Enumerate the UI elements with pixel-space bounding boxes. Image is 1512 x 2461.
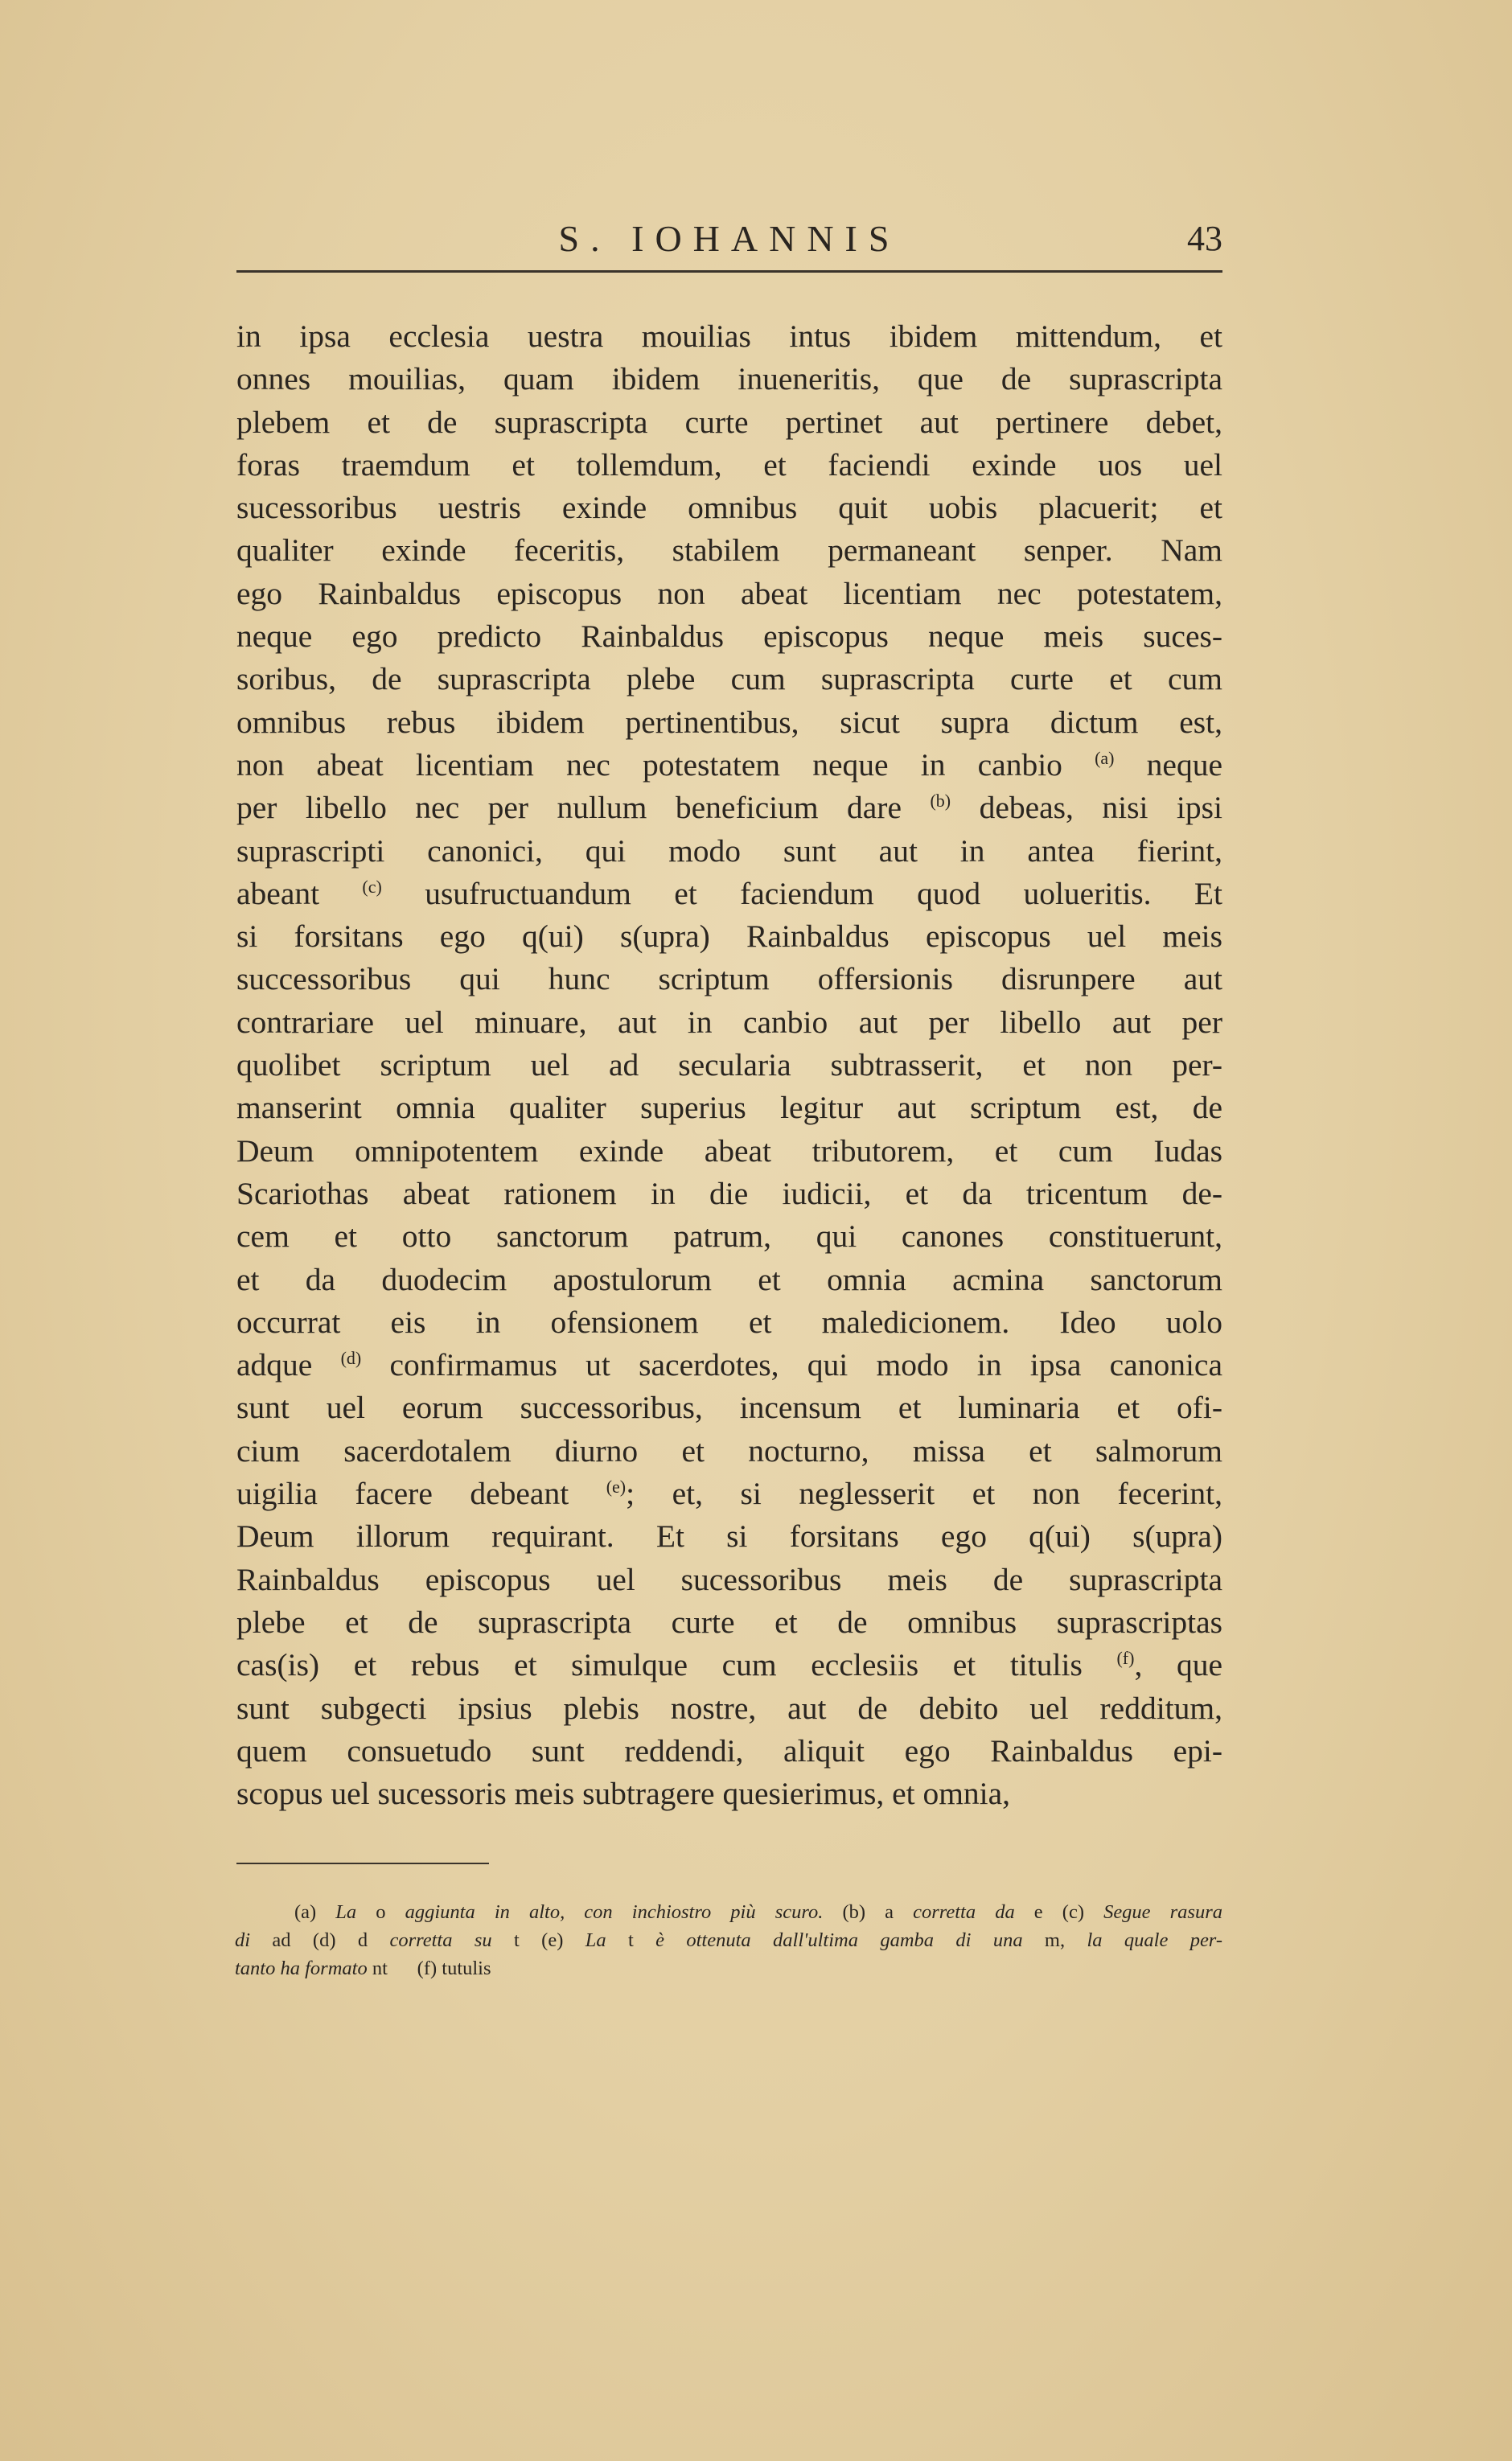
text-line: in ipsa ecclesia uestra mouilias intus ibidem mittendum, et: [236, 318, 1222, 354]
text-line: qualiter exinde feceritis, stabilem permaneant senper. Nam: [236, 532, 1222, 569]
text-segment: per libello nec per nullum beneficium dare: [236, 790, 931, 826]
text-line: quolibet scriptum uel ad secularia subtrasserit, et non per-: [236, 1047, 1222, 1083]
footnote-text: corretta su: [389, 1929, 492, 1951]
text-line: [236, 744, 1222, 787]
text-line: occurrat eis in ofensionem et maledicionem. Ideo uolo: [236, 1304, 1222, 1340]
text-segment: neque: [1114, 746, 1222, 783]
text-line: cium sacerdotalem diurno et nocturno, missa et salmorum: [236, 1432, 1222, 1469]
text-line: ego Rainbaldus episcopus non abeat licentiam nec potestatem,: [236, 575, 1222, 611]
footnote-label: (d) d: [312, 1929, 390, 1951]
footnote-label: (e): [541, 1929, 585, 1951]
text-line: Scariothas abeat rationem in die iudicii, et da tricentum de-: [236, 1175, 1222, 1211]
footnote-text: La: [585, 1929, 606, 1951]
text-line: successoribus qui hunc scriptum offersionis disrunpere aut: [236, 961, 1222, 997]
footnote-text: Segue rasura: [1103, 1901, 1223, 1923]
text-line: et da duodecim apostulorum et omnia acmina sanctorum: [236, 1261, 1222, 1297]
page-header: [236, 219, 1222, 259]
text-line: foras traemdum et tollemdum, et faciendi exinde uos uel: [236, 446, 1222, 483]
text-line: quem consuetudo sunt reddendi, aliquit ego Rainbaldus epi-: [236, 1732, 1222, 1769]
footnote-text: di: [235, 1929, 251, 1951]
text-line: soribus, de suprascripta plebe cum suprascripta curte et cum: [236, 661, 1222, 697]
footnote-e: [541, 1929, 1222, 1951]
footnote-text: tanto ha formato: [235, 1958, 368, 1979]
footnote-marker: (e): [606, 1477, 627, 1498]
text-segment: non abeat licentiam nec potestatem neque in canbio: [236, 746, 1095, 783]
footnote-text: t: [491, 1929, 520, 1951]
text-line: scopus uel sucessoris meis subtragere quesierimus, et omnia,: [236, 1776, 1011, 1812]
text-line: plebem et de suprascripta curte pertinet aut pertinere debet,: [236, 404, 1222, 440]
footnote-text: la quale per-: [1087, 1929, 1223, 1951]
footnote-marker: (f): [1116, 1648, 1135, 1669]
text-line: [236, 1644, 1222, 1687]
footnote-marker: (c): [362, 876, 382, 897]
text-line: [236, 873, 1222, 915]
footnote-d: [313, 1929, 520, 1951]
footnote-a: [294, 1901, 823, 1923]
footnote-text: e: [1014, 1901, 1043, 1923]
text-line: cem et otto sanctorum patrum, qui canones constituerunt,: [236, 1218, 1222, 1255]
footnote-marker: (d): [340, 1348, 362, 1369]
text-segment: abeant: [236, 875, 363, 911]
footnote-label: (a): [294, 1901, 317, 1923]
footnote-text: t: [606, 1929, 656, 1951]
footnote-rule: [236, 1863, 489, 1864]
footnote-marker: (a): [1095, 747, 1115, 768]
text-line: contrariare uel minuare, aut in canbio aut per libello aut per: [236, 1004, 1222, 1040]
text-line: suprascripti canonici, qui modo sunt aut in antea fierint,: [236, 832, 1222, 869]
footnote-f: (f) tutulis: [417, 1958, 491, 1979]
footnote-text: o: [356, 1901, 405, 1923]
footnote-text: è ottenuta dall'ultima gamba di una: [655, 1929, 1023, 1951]
text-line: manserint omnia qualiter superius legitur aut scriptum est, de: [236, 1090, 1222, 1126]
text-segment: adque: [236, 1347, 341, 1383]
footnote-text: ad: [250, 1929, 291, 1951]
footnote-b: [842, 1901, 1042, 1923]
footnote-marker: (b): [930, 791, 951, 811]
text-segment: ; et, si neglesserit et non fecerint,: [626, 1476, 1222, 1512]
footnote-label: (b) a: [842, 1901, 914, 1923]
footnote-line: [294, 1898, 1222, 1926]
text-segment: confirmamus ut sacerdotes, qui modo in ipsa canonica: [361, 1347, 1222, 1383]
footnote-text: aggiunta in alto, con inchiostro più scuro.: [405, 1901, 824, 1923]
text-line: onnes mouilias, quam ibidem inueneritis, que de suprascripta: [236, 361, 1222, 397]
text-line: [236, 787, 1222, 829]
text-line: Deum omnipotentem exinde abeat tributorem, et cum Iudas: [236, 1132, 1222, 1169]
footnote-text: La: [335, 1901, 357, 1923]
header-rule: [236, 270, 1222, 273]
footnote-text: nt: [367, 1958, 388, 1979]
text-segment: , que: [1134, 1647, 1222, 1683]
running-title: S. IOHANNIS: [558, 218, 901, 259]
text-line: sunt uel eorum successoribus, incensum et luminaria et ofi-: [236, 1390, 1222, 1426]
text-line: [236, 1344, 1222, 1387]
text-line: si forsitans ego q(ui) s(upra) Rainbaldus episcopus uel meis: [236, 918, 1222, 955]
footnote-c: [1062, 1901, 1222, 1923]
footnote-line: [235, 1954, 1222, 1982]
text-line: Deum illorum requirant. Et si forsitans ego q(ui) s(upra): [236, 1518, 1222, 1555]
footnote-text: corretta da: [913, 1901, 1015, 1923]
text-line: Rainbaldus episcopus uel sucessoribus meis de suprascripta: [236, 1561, 1222, 1597]
footnote-line: [235, 1926, 1222, 1954]
page-number: 43: [1187, 219, 1222, 258]
footnote-label: (c): [1062, 1901, 1104, 1923]
text-line: plebe et de suprascripta curte et de omnibus suprascriptas: [236, 1604, 1222, 1640]
text-line: sucessoribus uestris exinde omnibus quit uobis placuerit; et: [236, 490, 1222, 526]
body-text: [236, 315, 1222, 1815]
text-segment: usufructuandum et faciendum quod uolueritis. Et: [381, 875, 1222, 911]
text-line: neque ego predicto Rainbaldus episcopus neque meis suces-: [236, 618, 1222, 655]
footnotes: [235, 1898, 1223, 1982]
text-line: [236, 1473, 1222, 1515]
text-line: sunt subgecti ipsius plebis nostre, aut de debito uel redditum,: [236, 1690, 1222, 1726]
text-line: omnibus rebus ibidem pertinentibus, sicut supra dictum est,: [236, 704, 1222, 740]
footnote-text: m,: [1022, 1929, 1087, 1951]
text-segment: uigilia facere debeant: [236, 1476, 606, 1512]
text-segment: cas(is) et rebus et simulque cum ecclesiis et titulis: [236, 1647, 1117, 1683]
text-segment: debeas, nisi ipsi: [951, 790, 1222, 826]
